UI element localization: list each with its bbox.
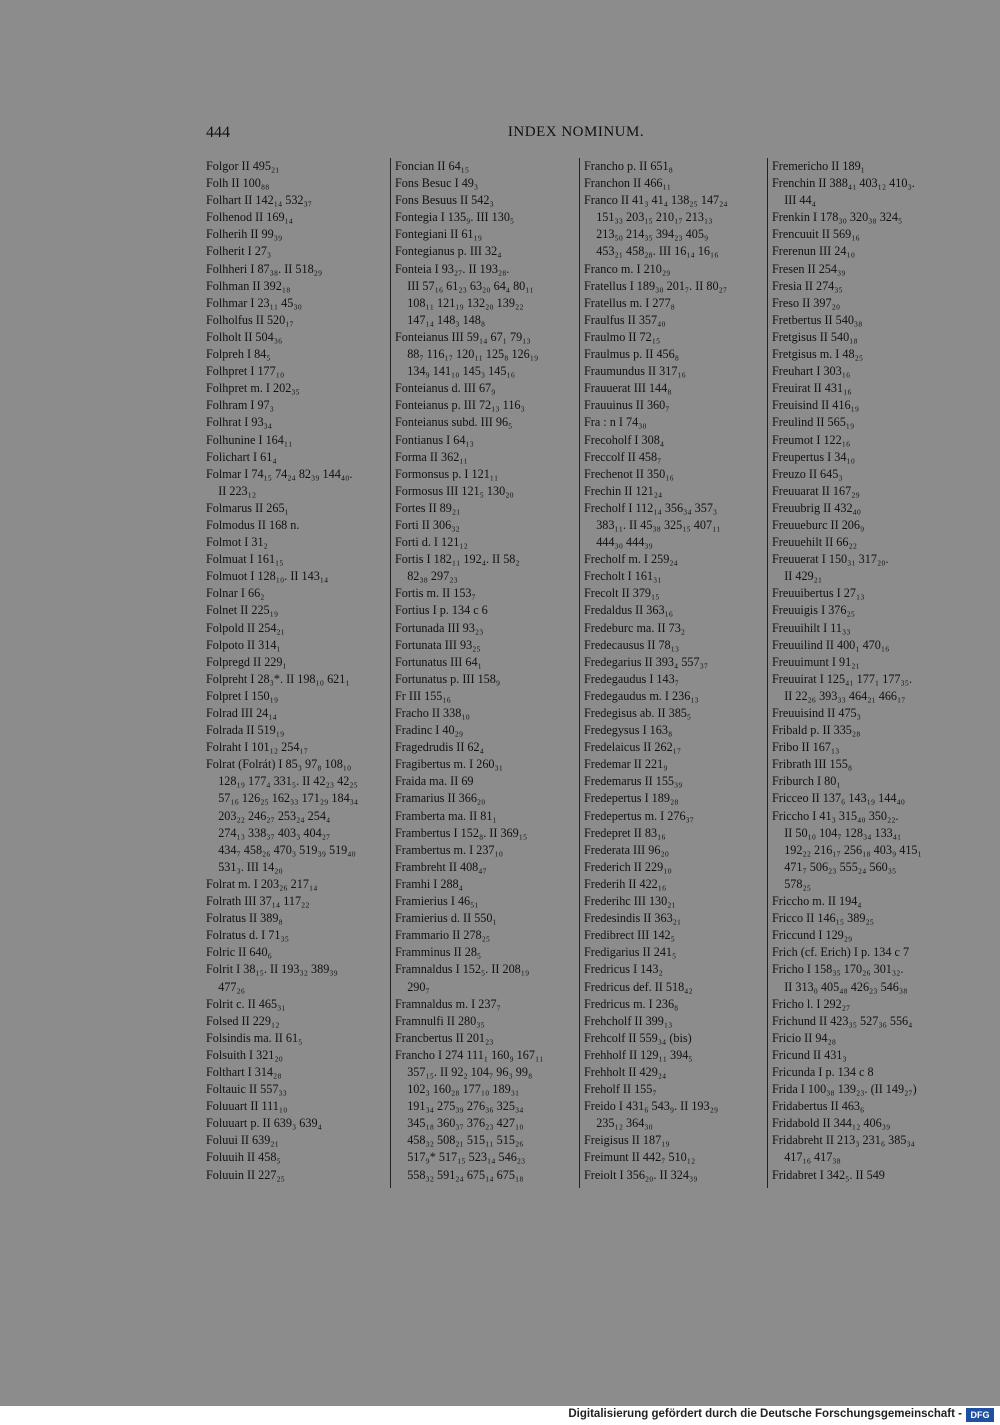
index-entry: Folherih II 99₃₉ bbox=[206, 227, 283, 242]
index-entry: Folhenod II 169₁₄ bbox=[206, 210, 294, 225]
index-entry: Folh II 100₈₈ bbox=[206, 176, 270, 191]
index-entry: Friburch I 80₁ bbox=[772, 774, 841, 789]
index-entry: Fratellus m. I 277₈ bbox=[584, 295, 675, 310]
index-entry: Folsindis ma. II 61₅ bbox=[206, 1030, 303, 1045]
index-entry: Folpreht I 28₃*. II 198₁₀ 621₁ bbox=[206, 671, 350, 686]
column-divider bbox=[767, 158, 768, 1188]
index-entry: Folpreh I 84₅ bbox=[206, 347, 271, 362]
index-entry: 88₇ 116₁₇ 120₁₁ 125₈ 126₁₉ bbox=[395, 347, 539, 362]
index-entry: Folichart I 61₄ bbox=[206, 449, 277, 464]
index-entry: Folmot I 31₂ bbox=[206, 535, 268, 550]
index-entry: Frechin II 121₂₄ bbox=[584, 483, 663, 498]
index-entry: Freuuihilt I 11₃₃ bbox=[772, 620, 851, 635]
index-entry: Frehholt II 429₂₄ bbox=[584, 1064, 667, 1079]
index-entry: Freupertus I 34₁₀ bbox=[772, 449, 855, 464]
index-entry: Fons Besuc I 49₃ bbox=[395, 176, 479, 191]
index-entry: Freccolf II 458₇ bbox=[584, 449, 662, 464]
index-entry: Framnaldus m. I 237₇ bbox=[395, 996, 501, 1011]
index-entry: Folrat (Folrát) I 85₃ 97₈ 108₁₀ bbox=[206, 757, 352, 772]
index-entry: Frehholf II 129₁₁ 394₅ bbox=[584, 1047, 693, 1062]
index-entry: 383₁₁. II 45₃₈ 325₁₅ 407₁₁ bbox=[584, 517, 721, 532]
index-entry: Frauuerat III 144₈ bbox=[584, 381, 672, 396]
index-entry: 290₇ bbox=[395, 979, 430, 994]
index-entry: Fonteianus p. III 72₁₃ 116₃ bbox=[395, 398, 525, 413]
index-entry: Fratellus I 189₃₀ 201₇. II 80₂₇ bbox=[584, 278, 728, 293]
index-entry: Fredepertus I 189₂₈ bbox=[584, 791, 679, 806]
index-entry: Fortunata III 93₂₅ bbox=[395, 637, 481, 652]
index-entry: Folhart II 142₁₄ 532₃₇ bbox=[206, 193, 313, 208]
index-entry: Framhi I 288₄ bbox=[395, 876, 463, 891]
index-entry: Foluuin II 227₂₅ bbox=[206, 1167, 285, 1182]
index-entry: Folgor II 495₂₁ bbox=[206, 159, 280, 173]
index-entry: Framberta ma. II 81₁ bbox=[395, 808, 497, 823]
index-entry: 147₁₄ 148₃ 148₈ bbox=[395, 312, 486, 327]
index-entry: Fretgisus II 540₁₈ bbox=[772, 329, 858, 344]
index-entry: Fretbertus II 540₃₈ bbox=[772, 312, 863, 327]
page-number: 444 bbox=[206, 124, 230, 141]
index-entry: Fragibertus m. I 260₃₁ bbox=[395, 757, 504, 772]
index-entry: Fredibrect III 142₅ bbox=[584, 928, 675, 943]
index-entry: Fredricus I 143₂ bbox=[584, 962, 663, 977]
index-entry: Fons Besuus II 542₃ bbox=[395, 193, 494, 208]
index-entry: Frerenun III 24₁₀ bbox=[772, 244, 855, 259]
index-entry: Fricunda I p. 134 c 8 bbox=[772, 1064, 874, 1079]
index-entry: Fridabret I 342₅. II 549 bbox=[772, 1167, 885, 1182]
index-entry: Fortis m. II 153₇ bbox=[395, 586, 476, 601]
index-entry: Fredemar II 221₉ bbox=[584, 757, 668, 772]
index-entry: Foltauic II 557₃₃ bbox=[206, 1082, 287, 1097]
index-entry: Foluui II 639₂₁ bbox=[206, 1133, 279, 1148]
index-entry: Frambertus I 152₈. II 369₁₅ bbox=[395, 825, 528, 840]
footer-bar bbox=[0, 1406, 1000, 1425]
index-entry: Framnulfi II 280₃₅ bbox=[395, 1013, 485, 1028]
index-entry: Fretgisus m. I 48₂₅ bbox=[772, 347, 864, 362]
index-entry: Fraumundus II 317₁₆ bbox=[584, 364, 686, 379]
index-entry: Fredegaudus m. I 236₁₃ bbox=[584, 688, 699, 703]
index-entry: Freuuigis I 376₂₅ bbox=[772, 603, 855, 618]
index-entry: 417₁₆ 417₃₈ bbox=[772, 1150, 841, 1165]
index-entry: 357₁₅. II 92₂ 104₇ 96₃ 99₈ bbox=[395, 1064, 533, 1079]
index-entry: Folrada II 519₁₉ bbox=[206, 723, 285, 738]
index-entry: Frencuuit II 569₁₆ bbox=[772, 227, 860, 242]
index-entry: Frenkin I 178₃₀ 320₃₈ 324₅ bbox=[772, 210, 903, 225]
index-columns bbox=[206, 158, 956, 1198]
index-entry: Folhheri I 87₃₈. II 518₂₉ bbox=[206, 261, 323, 276]
index-entry: Fredricus m. I 236₈ bbox=[584, 996, 679, 1011]
index-entry: Fricho I 158₃₅ 170₂₆ 301₃₂. bbox=[772, 962, 904, 977]
index-entry: Fraulmus p. II 456₈ bbox=[584, 347, 679, 362]
index-entry: Frammario II 278₂₅ bbox=[395, 928, 491, 943]
index-entry: Fra : n I 74₃₀ bbox=[584, 415, 647, 430]
index-entry: Folnar I 66₂ bbox=[206, 586, 265, 601]
index-entry: Fredepertus m. I 276₃₇ bbox=[584, 808, 695, 823]
index-entry: Freuuilind II 400₁ 470₁₆ bbox=[772, 637, 890, 652]
index-column-3 bbox=[584, 158, 766, 1198]
index-column-4 bbox=[772, 158, 954, 1198]
index-entry: Folhmar I 23₁₁ 45₃₀ bbox=[206, 295, 302, 310]
index-entry: Frederata III 96₂₀ bbox=[584, 842, 669, 857]
index-entry: 151₃₃ 203₁₅ 210₁₇ 213₁₃ bbox=[584, 210, 713, 225]
index-entry: 213₅₀ 214₃₅ 394₂₃ 405₉ bbox=[584, 227, 709, 242]
index-entry: Fr III 155₁₆ bbox=[395, 688, 451, 703]
index-entry: Folmuot I 128₁₀. II 143₁₄ bbox=[206, 569, 329, 584]
index-entry: Fontianus I 64₁₃ bbox=[395, 432, 474, 447]
index-entry: Freumot I 122₁₆ bbox=[772, 432, 851, 447]
index-entry: 453₂₁ 458₂₈. III 16₁₄ 16₁₆ bbox=[584, 244, 719, 259]
index-entry: Freuisind II 416₁₉ bbox=[772, 398, 860, 413]
index-entry: Forma II 362₁₁ bbox=[395, 449, 468, 464]
index-entry: Freuhart I 303₁₆ bbox=[772, 364, 851, 379]
index-entry: Fredelaicus II 262₁₇ bbox=[584, 740, 682, 755]
index-entry: Fredegaudus I 143₇ bbox=[584, 671, 679, 686]
index-entry: Folraht I 101₁₂ 254₁₇ bbox=[206, 740, 308, 755]
index-entry: III 57₁₆ 61₂₃ 63₂₀ 64₄ 80₁₁ bbox=[395, 278, 534, 293]
index-entry: Foncian II 64₁₅ bbox=[395, 159, 470, 173]
index-entry: Fredegisus ab. II 385₅ bbox=[584, 706, 692, 720]
index-entry: Freuuerat I 150₃₁ 317₂₀. bbox=[772, 552, 889, 567]
index-entry: Folhunine I 164₁₁ bbox=[206, 432, 293, 447]
index-entry: Fraulfus II 357₄₀ bbox=[584, 312, 666, 327]
index-entry: Fradinc I 40₂₉ bbox=[395, 723, 464, 738]
index-entry: Fraulmo II 72₁₅ bbox=[584, 329, 661, 344]
index-entry: Freiolt I 356₂₀. II 324₃₉ bbox=[584, 1167, 698, 1182]
index-entry: Framierius d. II 550₁ bbox=[395, 911, 497, 926]
index-entry: Fremericho II 189₁ bbox=[772, 159, 865, 173]
index-entry: Fredaldus II 363₁₆ bbox=[584, 603, 674, 618]
index-entry: 345₁₈ 360₃₇ 376₂₃ 427₁₀ bbox=[395, 1116, 524, 1131]
index-entry: Folmar I 74₁₅ 74₂₄ 82₃₉ 144₄₀. bbox=[206, 466, 353, 481]
index-entry: Fridabreht II 213₃ 231₆ 385₃₄ bbox=[772, 1133, 915, 1148]
index-entry: Fribald p. II 335₂₈ bbox=[772, 723, 861, 738]
index-entry: Freuirat II 431₁₆ bbox=[772, 381, 852, 396]
index-entry: Fortunatus III 64₁ bbox=[395, 654, 482, 669]
index-entry: Folrath III 37₁₄ 117₂₂ bbox=[206, 894, 310, 909]
index-entry: Fricco II 146₁₅ 389₂₅ bbox=[772, 911, 874, 926]
index-entry: Frida I 100₃₈ 139₂₃. (II 149₂₇) bbox=[772, 1082, 917, 1097]
index-entry: Fortius I p. 134 c 6 bbox=[395, 603, 488, 618]
index-entry: Folhpret m. I 202₃₅ bbox=[206, 381, 300, 396]
index-entry: Folthart I 314₂₈ bbox=[206, 1064, 282, 1079]
index-entry: Folric II 640₆ bbox=[206, 945, 272, 960]
index-entry: 102₃ 160₂₈ 177₁₀ 189₃₁ bbox=[395, 1082, 520, 1097]
index-entry: Folmodus II 168 n. bbox=[206, 517, 300, 532]
index-entry: Folnet II 225₁₉ bbox=[206, 603, 279, 618]
index-entry: Folmuat I 161₁₅ bbox=[206, 552, 284, 567]
index-entry: Freuuarat II 167₂₉ bbox=[772, 483, 860, 498]
index-entry: Folpregd II 229₁ bbox=[206, 654, 287, 669]
index-entry: Frambreht II 408₄₇ bbox=[395, 859, 487, 874]
index-entry: Fracho II 338₁₀ bbox=[395, 706, 470, 720]
index-entry: Fredegarius II 393₄ 557₃₇ bbox=[584, 654, 709, 669]
index-entry: II 223₁₂ bbox=[206, 483, 257, 498]
index-entry: Friccund I 129₂₉ bbox=[772, 928, 853, 943]
index-entry: II 50₁₀ 104₇ 128₃₄ 133₄₁ bbox=[772, 825, 902, 840]
index-entry: 57₁₆ 126₂₅ 162₃₃ 171₂₉ 184₃₄ bbox=[206, 791, 359, 806]
index-entry: Frichund II 423₃₅ 527₃₆ 556₄ bbox=[772, 1013, 913, 1028]
index-entry: Fredigarius II 241₅ bbox=[584, 945, 677, 960]
index-entry: Fridabertus II 463₆ bbox=[772, 1099, 865, 1114]
running-title: INDEX NOMINUM. bbox=[507, 124, 645, 140]
index-entry: Fredecausus II 78₁₃ bbox=[584, 637, 680, 652]
index-entry: Fribo II 167₁₃ bbox=[772, 740, 840, 755]
index-entry: Folhrat I 93₃₄ bbox=[206, 415, 273, 430]
index-entry: Freso II 397₂₀ bbox=[772, 295, 841, 310]
index-entry: Folhman II 392₁₈ bbox=[206, 278, 291, 293]
index-entry: Fontegiani II 61₁₉ bbox=[395, 227, 483, 242]
column-divider bbox=[579, 158, 580, 1188]
index-entry: Freido I 431₆ 543₉. II 193₂₉ bbox=[584, 1099, 719, 1114]
index-entry: Franco II 41₃ 41₄ 138₂₅ 147₂₄ bbox=[584, 193, 728, 208]
index-entry: Fredegysus I 163₈ bbox=[584, 723, 673, 738]
index-entry: Folrad III 24₁₄ bbox=[206, 706, 277, 720]
index-entry: Forti II 306₃₂ bbox=[395, 517, 460, 532]
index-entry: Fragedrudis II 62₄ bbox=[395, 740, 484, 755]
index-entry: Frecholf I 112₁₄ 356₃₄ 357₃ bbox=[584, 500, 718, 515]
index-entry: 192₂₂ 216₁₇ 256₁₈ 403₉ 415₁ bbox=[772, 842, 922, 857]
index-entry: Fredricus def. II 518₄₂ bbox=[584, 979, 693, 994]
index-entry: II 429₂₁ bbox=[772, 569, 823, 584]
index-entry: 458₃₂ 508₂₁ 515₁₁ 515₂₆ bbox=[395, 1133, 524, 1148]
index-entry: Folsuith I 321₂₀ bbox=[206, 1047, 283, 1062]
index-entry: 108₁₁ 121₁₉ 132₂₀ 139₂₂ bbox=[395, 295, 524, 310]
index-entry: Fraida ma. II 69 bbox=[395, 774, 474, 789]
index-entry: Franchon II 466₁₁ bbox=[584, 176, 672, 191]
index-entry: Folherit I 27₃ bbox=[206, 244, 272, 259]
index-entry: Folpret I 150₁₉ bbox=[206, 688, 279, 703]
index-entry: Framminus II 28₅ bbox=[395, 945, 482, 960]
index-entry: Frecoholf I 308₄ bbox=[584, 432, 665, 447]
index-entry: Fredesindis II 363₂₁ bbox=[584, 911, 682, 926]
index-entry: Frambertus m. I 237₁₀ bbox=[395, 842, 504, 857]
index-column-1 bbox=[206, 158, 388, 1198]
index-entry: Foluuart II 111₁₀ bbox=[206, 1099, 288, 1114]
index-entry: 128₁₉ 177₄ 331₅. II 42₂₃ 42₂₅ bbox=[206, 774, 358, 789]
index-entry: Freimunt II 442₇ 510₁₂ bbox=[584, 1150, 696, 1165]
index-entry: Frecholt I 161₃₁ bbox=[584, 569, 662, 584]
index-entry: Folrit c. II 465₃₁ bbox=[206, 996, 286, 1011]
index-entry: Freuuehilt II 66₂₂ bbox=[772, 535, 857, 550]
index-entry: Frauuinus II 360₇ bbox=[584, 398, 670, 413]
index-entry: 434₇ 458₂₆ 470₃ 519₃₉ 519₄₀ bbox=[206, 842, 356, 857]
index-entry: Fortunatus p. III 158₉ bbox=[395, 671, 501, 686]
index-entry: Formonsus p. I 121₁₁ bbox=[395, 466, 499, 481]
page-header bbox=[206, 124, 946, 144]
index-entry: 235₁₂ 364₃₀ bbox=[584, 1116, 653, 1131]
column-divider bbox=[390, 158, 391, 1188]
index-entry: Fortunada III 93₂₃ bbox=[395, 620, 484, 635]
index-entry: Folrit I 38₁₅. II 193₃₂ 389₃₉ bbox=[206, 962, 338, 977]
index-entry: Folholt II 504₃₆ bbox=[206, 329, 283, 344]
index-entry: 578₂₅ bbox=[772, 876, 811, 891]
index-entry: Freulind II 565₁₉ bbox=[772, 415, 855, 430]
index-entry: III 44₄ bbox=[772, 193, 816, 208]
index-entry: Fonteianus III 59₁₄ 67₁ 79₁₃ bbox=[395, 329, 531, 344]
index-entry: Folpold II 254₂₁ bbox=[206, 620, 285, 635]
index-entry: Fontegia I 135₉. III 130₅ bbox=[395, 210, 515, 225]
index-entry: Fonteia I 93₂₇. II 193₂₈. bbox=[395, 261, 510, 276]
index-entry: Fribrath III 155₈ bbox=[772, 757, 853, 772]
index-entry: Fredepret II 83₁₆ bbox=[584, 825, 666, 840]
index-entry: Fricceo II 137₆ 143₁₉ 144₄₀ bbox=[772, 791, 905, 806]
index-entry: Fricho l. I 292₂₇ bbox=[772, 996, 851, 1011]
index-entry: Frederich II 229₁₀ bbox=[584, 859, 672, 874]
index-entry: 477₂₆ bbox=[206, 979, 245, 994]
index-entry: Freuuimunt I 91₂₁ bbox=[772, 654, 860, 669]
index-entry: Formosus III 121₅ 130₂₀ bbox=[395, 483, 514, 498]
index-entry: 274₁₃ 338₃₇ 403₃ 404₂₇ bbox=[206, 825, 331, 840]
index-entry: Fonteianus subd. III 96₅ bbox=[395, 415, 513, 430]
index-entry: 471₇ 506₂₃ 555₂₄ 560₃₅ bbox=[772, 859, 897, 874]
index-entry: Fontegianus p. III 32₄ bbox=[395, 244, 502, 259]
index-entry: Francbertus II 201₂₃ bbox=[395, 1030, 494, 1045]
index-entry: Forti d. I 121₁₂ bbox=[395, 535, 468, 550]
index-entry: Freuubrig II 432₄₀ bbox=[772, 500, 862, 515]
index-entry: Folratus II 389₈ bbox=[206, 911, 283, 926]
index-entry: Fonteianus d. III 67₉ bbox=[395, 381, 496, 396]
index-entry: Frich (cf. Erich) I p. 134 c 7 bbox=[772, 945, 910, 960]
index-entry: Freuuirat I 125₄₁ 177₁ 177₃₅. bbox=[772, 671, 913, 686]
index-entry: Frederihc III 130₂₁ bbox=[584, 894, 676, 909]
index-column-2 bbox=[395, 158, 577, 1198]
index-entry: Freholf II 155₇ bbox=[584, 1082, 657, 1097]
index-entry: Frecolt II 379₁₅ bbox=[584, 586, 660, 601]
index-entry: Freuuisind II 475₃ bbox=[772, 706, 861, 720]
index-entry: Folmarus II 265₁ bbox=[206, 500, 289, 515]
index-entry: Frederih II 422₁₆ bbox=[584, 876, 667, 891]
index-entry: Frehcholf II 399₁₃ bbox=[584, 1013, 673, 1028]
index-entry: Fortes II 89₂₁ bbox=[395, 500, 461, 515]
index-entry: Fricio II 94₂₈ bbox=[772, 1030, 837, 1045]
index-entry: 558₃₂ 591₂₄ 675₁₄ 675₁₈ bbox=[395, 1167, 524, 1182]
index-entry: Folhram I 97₃ bbox=[206, 398, 274, 413]
index-entry: Frecholf m. I 259₂₄ bbox=[584, 552, 678, 567]
index-entry: Fortis I 182₁₁ 192₄. II 58₂ bbox=[395, 552, 520, 567]
index-entry: Folrat m. I 203₂₆ 217₁₄ bbox=[206, 876, 318, 891]
index-entry: Frechenot II 350₁₆ bbox=[584, 466, 674, 481]
index-entry: 134₉ 141₁₀ 145₃ 145₁₆ bbox=[395, 364, 515, 379]
index-entry: Fridabold II 344₁₂ 406₃₉ bbox=[772, 1116, 891, 1131]
index-entry: Frehcolf II 559₃₄ (bis) bbox=[584, 1030, 692, 1045]
index-entry: Freuuibertus I 27₁₃ bbox=[772, 586, 865, 601]
index-entry: Francho p. II 651₈ bbox=[584, 159, 673, 173]
dfg-logo: DFG bbox=[966, 1408, 994, 1422]
index-entry: Franco m. I 210₂₉ bbox=[584, 261, 671, 276]
index-entry: Fredemarus II 155₃₉ bbox=[584, 774, 683, 789]
index-entry: Framarius II 366₂₀ bbox=[395, 791, 486, 806]
index-entry: Friccho m. II 194₄ bbox=[772, 894, 862, 909]
index-entry: Fredeburc ma. II 73₂ bbox=[584, 620, 686, 635]
index-entry: Folratus d. I 71₃₅ bbox=[206, 928, 289, 943]
index-entry: Freuzo II 645₃ bbox=[772, 466, 843, 481]
index-entry: 82₃₈ 297₂₃ bbox=[395, 569, 458, 584]
index-entry: Folpoto II 314₁ bbox=[206, 637, 281, 652]
index-entry: Framierius I 46₅₁ bbox=[395, 894, 479, 909]
funding-notice: Digitalisierung gefördert durch die Deutsche Forschungsgemeinschaft - bbox=[568, 1408, 962, 1420]
index-entry: 191₃₄ 275₃₉ 276₃₆ 325₃₄ bbox=[395, 1099, 524, 1114]
index-entry: Folhpret I 177₁₀ bbox=[206, 364, 285, 379]
index-entry: Fresen II 254₃₉ bbox=[772, 261, 846, 276]
index-entry: Francho I 274 111₁ 160₉ 167₁₁ bbox=[395, 1047, 544, 1062]
index-entry: II 313₀ 405₄₈ 426₂₃ 546₃₈ bbox=[772, 979, 908, 994]
index-entry: Freuueburc II 206₉ bbox=[772, 517, 865, 532]
index-entry: Foluuart p. II 639₃ 639₄ bbox=[206, 1116, 322, 1131]
index-entry: Frenchin II 388₄₁ 403₁₂ 410₃. bbox=[772, 176, 915, 191]
index-entry: Folholfus II 520₁₇ bbox=[206, 312, 294, 327]
index-entry: Folsed II 229₁₂ bbox=[206, 1013, 280, 1028]
index-entry: 444₃₀ 444₃₉ bbox=[584, 535, 653, 550]
index-entry: Foluuih II 458₅ bbox=[206, 1150, 281, 1165]
index-entry: 517₉* 517₁₅ 523₁₄ 546₂₃ bbox=[395, 1150, 526, 1165]
index-entry: II 22₂₆ 393₃₃ 464₂₁ 466₁₇ bbox=[772, 688, 906, 703]
index-entry: Freigisus II 187₁₉ bbox=[584, 1133, 670, 1148]
index-entry: 203₂₂ 246₂₇ 253₂₄ 254₄ bbox=[206, 808, 331, 823]
index-entry: Fresia II 274₃₅ bbox=[772, 278, 843, 293]
index-entry: Friccho I 41₃ 315₄₀ 350₂₂. bbox=[772, 808, 899, 823]
index-entry: 531₃. III 14₂₀ bbox=[206, 859, 283, 874]
index-entry: Framnaldus I 152₅. II 208₁₉ bbox=[395, 962, 530, 977]
index-entry: Fricund II 431₃ bbox=[772, 1047, 847, 1062]
